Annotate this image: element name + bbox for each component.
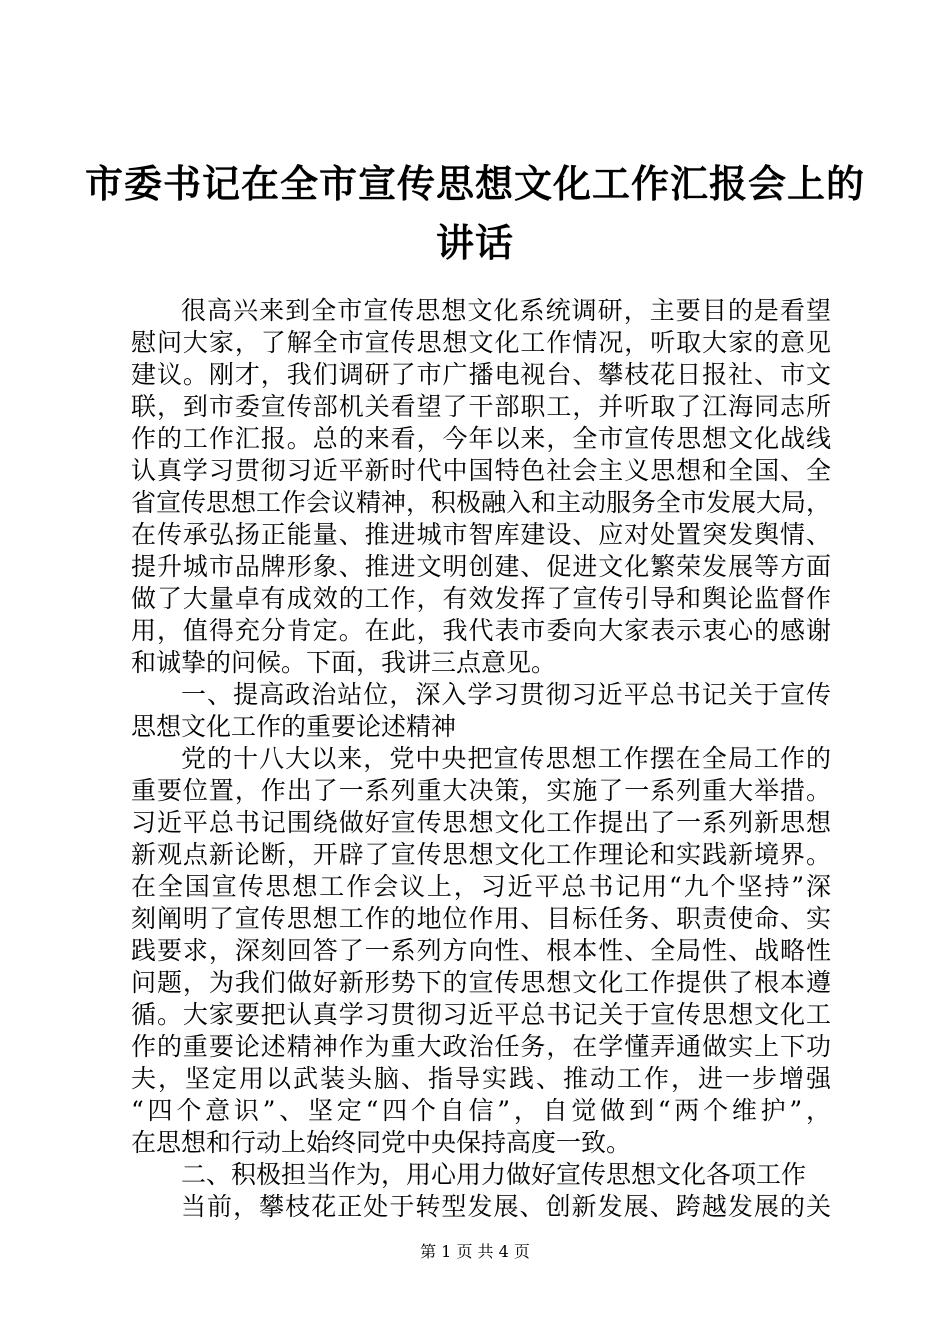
body-line: 问题，为我们做好新形势下的宣传思想文化工作提供了根本遵 [131,968,831,997]
body-line: 认真学习贯彻习近平新时代中国特色社会主义思想和全国、全 [131,456,831,485]
body-line: 新观点新论断，开辟了宣传思想文化工作理论和实践新境界。 [131,840,831,869]
document-title-line-2: 讲话 [435,220,514,265]
body-line: 作的工作汇报。总的来看，今年以来，全市宣传思想文化战线 [131,424,831,453]
body-line: 做了大量卓有成效的工作，有效发挥了宣传引导和舆论监督作 [131,584,831,613]
body-line: 很高兴来到全市宣传思想文化系统调研，主要目的是看望 [181,296,831,325]
body-line: 提升城市品牌形象、推进文明创建、促进文化繁荣发展等方面 [131,552,831,581]
body-line: 习近平总书记围绕做好宣传思想文化工作提出了一系列新思想 [131,808,831,837]
body-line: “四个意识”、坚定“四个自信”，自觉做到“两个维护”， [131,1096,831,1125]
body-line: 当前，攀枝花正处于转型发展、创新发展、跨越发展的关 [181,1192,831,1221]
section-heading-line: 二、积极担当作为，用心用力做好宣传思想文化各项工作 [181,1160,807,1189]
body-line: 在传承弘扬正能量、推进城市智库建设、应对处置突发舆情、 [131,520,831,549]
document-title-line-1: 市委书记在全市宣传思想文化工作汇报会上的 [84,161,865,206]
page-number-footer: 第 1 页 共 4 页 [420,1242,530,1261]
body-line: 践要求，深刻回答了一系列方向性、根本性、全局性、战略性 [131,936,831,965]
body-line: 党的十八大以来，党中央把宣传思想工作摆在全局工作的 [181,744,831,773]
body-line: 慰问大家，了解全市宣传思想文化工作情况，听取大家的意见 [131,328,831,357]
section-heading-line: 一、提高政治站位，深入学习贯彻习近平总书记关于宣传 [181,680,831,709]
body-line: 夫，坚定用以武装头脑、指导实践、推动工作，进一步增强 [131,1064,831,1093]
body-line: 重要位置，作出了一系列重大决策，实施了一系列重大举措。 [131,776,831,805]
body-line: 在思想和行动上始终同党中央保持高度一致。 [131,1128,632,1157]
body-line: 联，到市委宣传部机关看望了干部职工，并听取了江海同志所 [131,392,831,421]
body-line: 刻阐明了宣传思想工作的地位作用、目标任务、职责使命、实 [131,904,831,933]
body-line: 和诚挚的问候。下面，我讲三点意见。 [131,648,557,677]
body-line: 省宣传思想工作会议精神，积极融入和主动服务全市发展大局， [131,488,832,517]
body-line: 作的重要论述精神作为重大政治任务，在学懂弄通做实上下功 [131,1032,831,1061]
section-heading-line: 思想文化工作的重要论述精神 [131,712,457,741]
body-line: 循。大家要把认真学习贯彻习近平总书记关于宣传思想文化工 [131,1000,831,1029]
body-line: 在全国宣传思想工作会议上，习近平总书记用“九个坚持”深 [131,872,831,901]
body-line: 用，值得充分肯定。在此，我代表市委向大家表示衷心的感谢 [131,616,831,645]
body-line: 建议。刚才，我们调研了市广播电视台、攀枝花日报社、市文 [131,360,831,389]
